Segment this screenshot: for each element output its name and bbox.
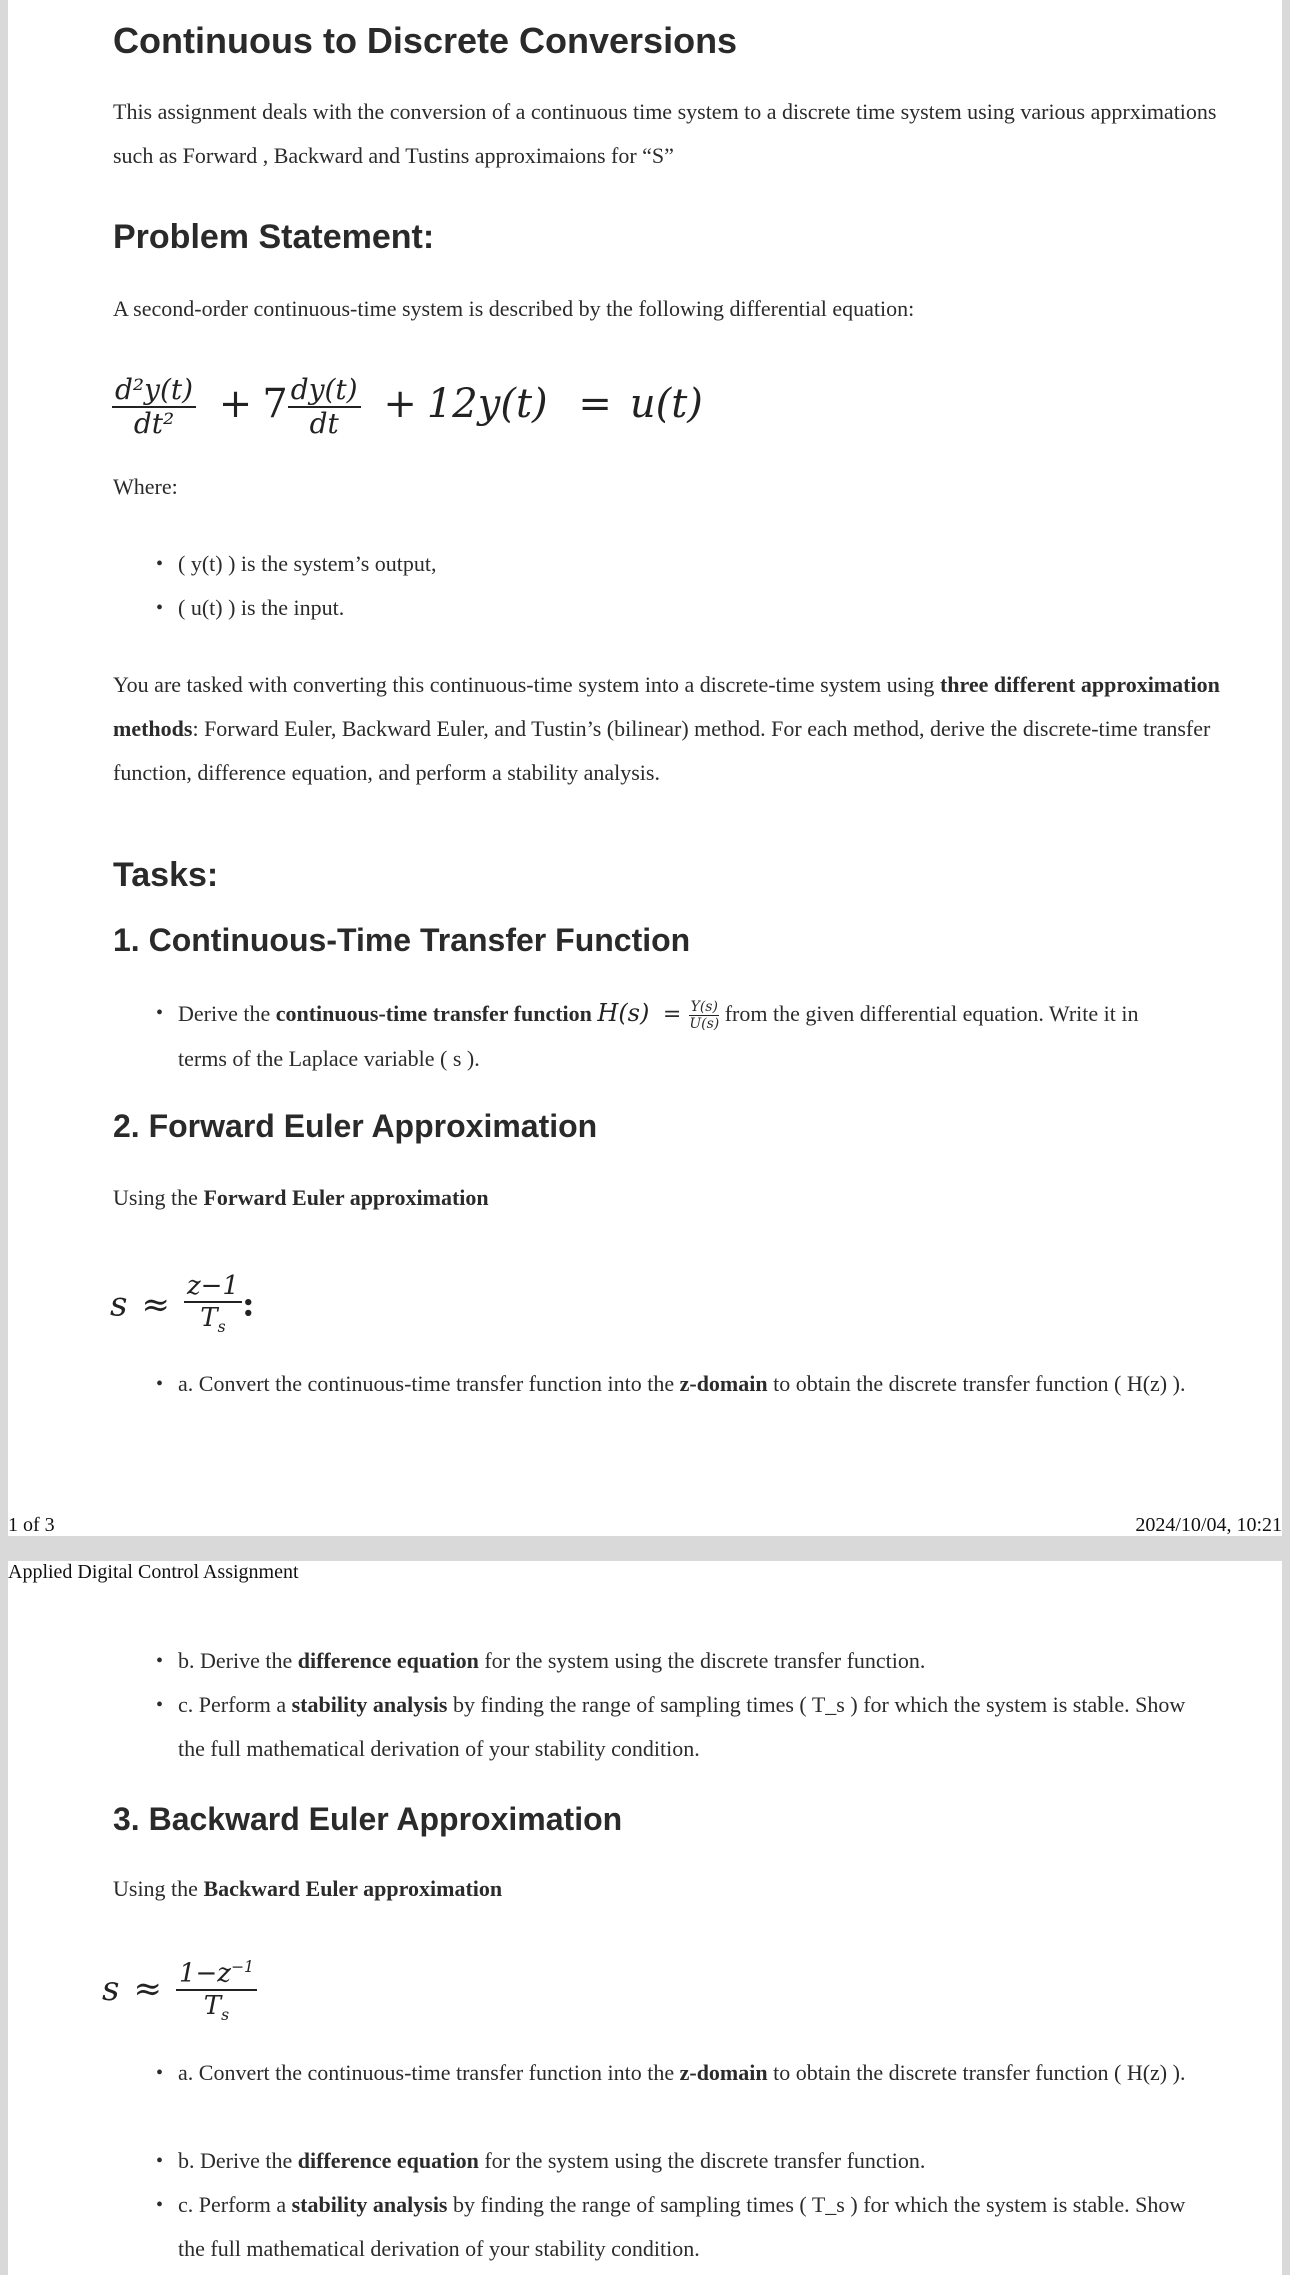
where-item-output: • ( y(t) ) is the system’s output, — [178, 542, 1188, 586]
where-item-input: • ( u(t) ) is the input. — [178, 586, 1188, 630]
page-header: Applied Digital Control Assignment — [8, 1561, 299, 1583]
section-2-using: Using the Forward Euler approximation — [113, 1185, 489, 1210]
differential-equation — [112, 374, 703, 440]
section-3-item-b: • b. Derive the difference equation for the system using the discrete transfer function. — [178, 2139, 1188, 2183]
where-label: Where: — [113, 474, 178, 499]
intro-paragraph: This assignment deals with the conversion of a continuous time system to a discrete time system using various apprximations such as Forward , Backward and Tustins approximaions for “S” — [113, 99, 1217, 168]
page-2 — [8, 1561, 1282, 2275]
tasks-heading: Tasks: — [113, 856, 219, 894]
section-1-item: • Derive the continuous-time transfer function H(s) = $\frac{Y(s)}{U(s)}$ from the given differential equation. Write it in terms of the Laplace variable ( s ). — [178, 991, 1188, 1081]
section-2-heading: 2. Forward Euler Approximation — [113, 1108, 598, 1144]
section-2-item-b: • b. Derive the difference equation for the system using the discrete transfer function. — [178, 1639, 1188, 1683]
eq-term3: 12y(t) — [426, 381, 548, 427]
document-title: Continuous to Discrete Conversions — [113, 20, 738, 61]
section-1-heading: 1. Continuous-Time Transfer Function — [113, 922, 691, 958]
task-paragraph: You are tasked with converting this continuous-time system into a discrete-time system using three different approximation methods: Forward Euler, Backward Euler, and Tustin’s (bilinear) method. For each method, derive the discrete-time transfer function, difference equation, and perform a stability analysis. — [113, 672, 1220, 785]
section-3-heading: 3. Backward Euler Approximation — [113, 1801, 623, 1837]
backward-euler-equation: s ≈ $\frac{1-z^{-1}}{T_s}$ — [102, 1952, 257, 2030]
eq-rhs: u(t) — [629, 381, 703, 427]
section-2-item-c: • c. Perform a stability analysis by finding the range of sampling times ( T_s ) for which the system is stable. Show the full mathematical derivation of your stability condition. — [178, 1683, 1188, 1771]
eq-term2-denominator: dt — [309, 407, 339, 440]
eq-term1-denominator: dt² — [133, 407, 175, 440]
footer-page-count: 1 of 3 — [8, 1514, 55, 1536]
eq-coefficient: 7 — [262, 381, 288, 427]
problem-text: A second-order continuous-time system is described by the following differential equation: — [113, 296, 915, 321]
page-1 — [8, 0, 1282, 1536]
eq-plus-2: + — [383, 381, 417, 427]
forward-euler-equation: s ≈ $\frac{z-1}{T_s}$ : — [110, 1271, 255, 1337]
section-3-item-a: • a. Convert the continuous-time transfer function into the z-domain to obtain the discrete transfer function ( H(z) ). — [178, 2051, 1188, 2095]
eq-equals: = — [578, 381, 612, 427]
eq-term1-numerator: d²y(t) — [112, 374, 196, 408]
problem-heading: Problem Statement: — [113, 218, 435, 256]
section-3-using: Using the Backward Euler approximation — [113, 1876, 503, 1901]
h-of-s: H(s) — [597, 999, 650, 1027]
eq-plus-1: + — [218, 381, 253, 427]
footer-timestamp: 2024/10/04, 10:21 — [1135, 1514, 1282, 1536]
section-3-item-c: • c. Perform a stability analysis by finding the range of sampling times ( T_s ) for which the system is stable. Show the full mathematical derivation of your stability condition. — [178, 2183, 1188, 2271]
section-2-item-a: • a. Convert the continuous-time transfer function into the z-domain to obtain the discrete transfer function ( H(z) ). — [178, 1362, 1188, 1406]
eq-term2-numerator: dy(t) — [288, 374, 361, 408]
y-over-u-fraction: $\frac{Y(s)}{U(s)}$ — [689, 999, 720, 1033]
